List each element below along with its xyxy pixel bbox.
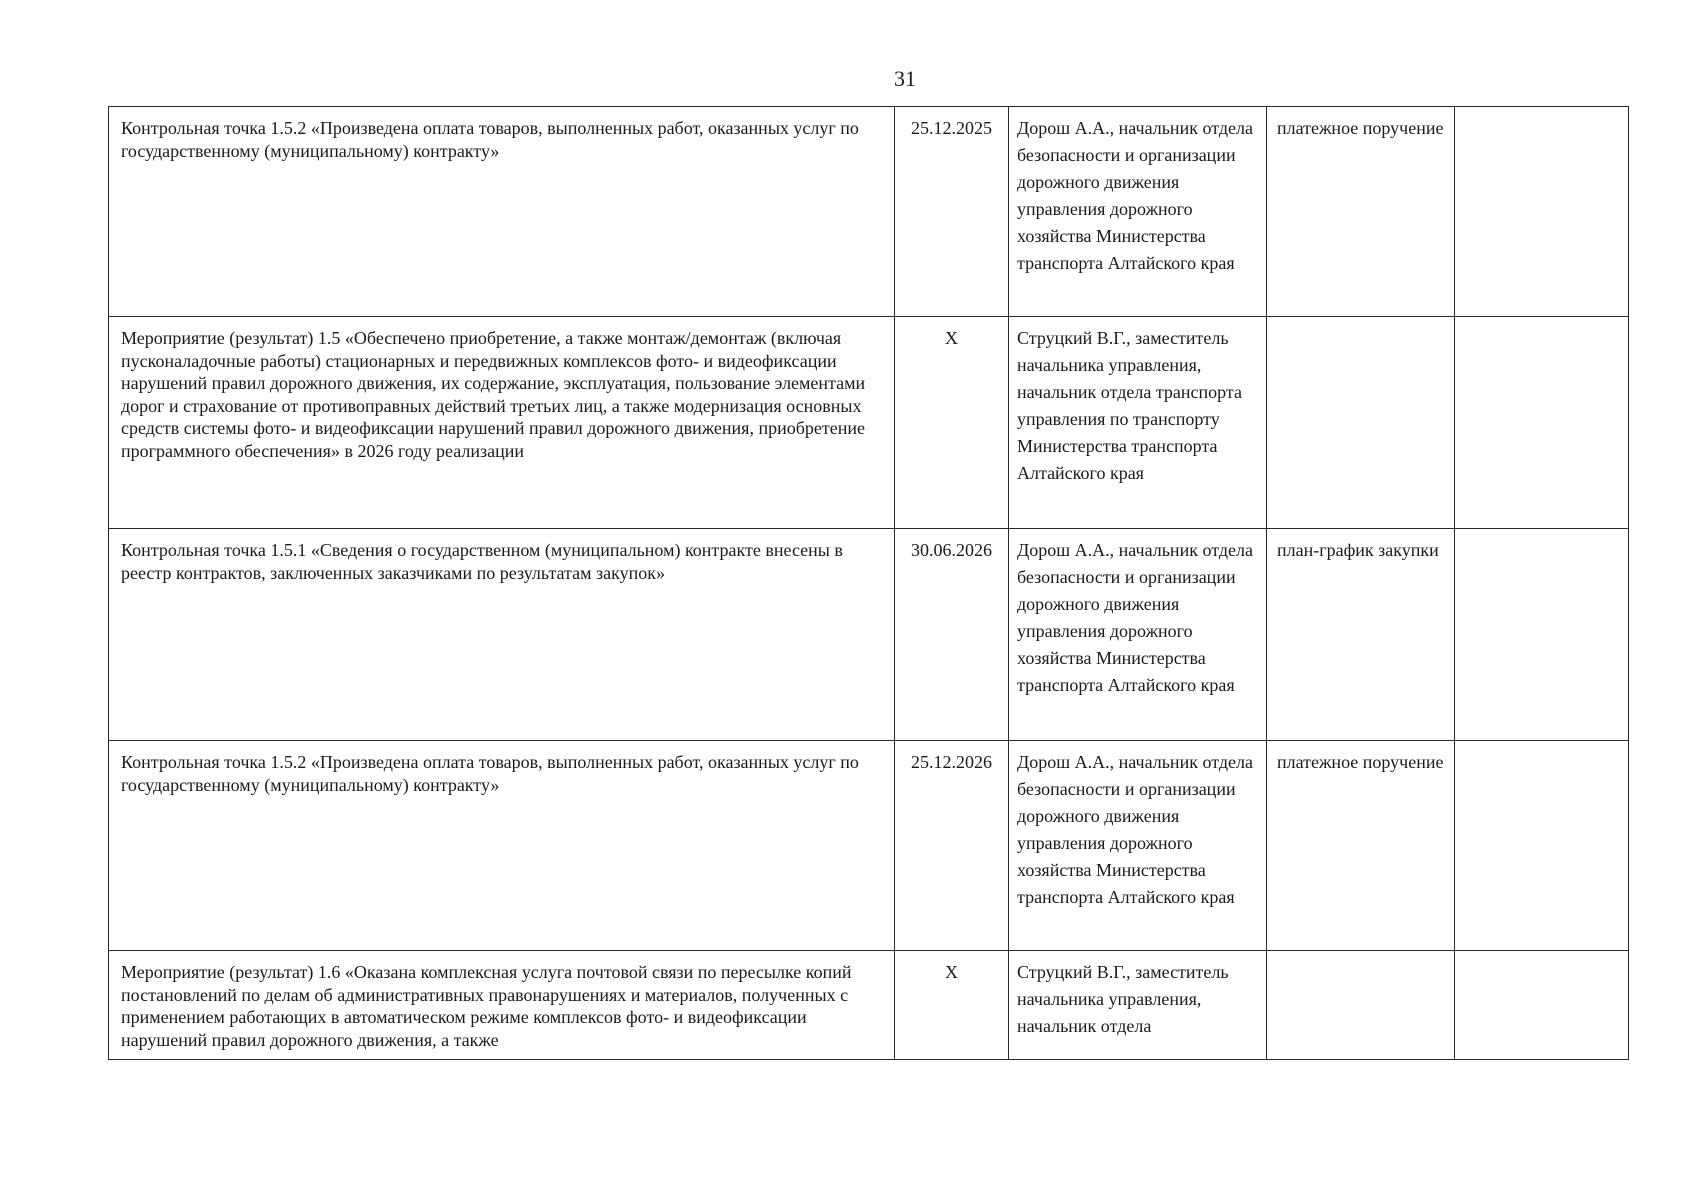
row-document-cell [1267, 317, 1455, 529]
row-name-cell: Мероприятие (результат) 1.6 «Оказана комплексная услуга почтовой связи по пересылке копий постановлений по делам об административных правонарушениях и материалов, полученных с применением работающих в автоматическом режиме комплексов фото- и видеофиксации нарушений правил дорожного движения, а также [109, 951, 895, 1060]
table-row [109, 317, 1629, 529]
table-row [109, 951, 1629, 1060]
table-row [109, 529, 1629, 741]
row-extra-cell [1455, 317, 1629, 529]
row-date-cell: 30.06.2026 [895, 529, 1009, 741]
table-row [109, 741, 1629, 951]
row-date-cell: 25.12.2025 [895, 107, 1009, 317]
row-document-cell [1267, 951, 1455, 1060]
row-responsible-cell: Дорош А.А., начальник отдела безопасности и организации дорожного движения управления дорожного хозяйства Министерства транспорта Алтайского края [1009, 741, 1267, 951]
row-document-cell: план-график закупки [1267, 529, 1455, 741]
row-document-cell: платежное поручение [1267, 107, 1455, 317]
row-responsible-cell: Дорош А.А., начальник отдела безопасности и организации дорожного движения управления дорожного хозяйства Министерства транспорта Алтайского края [1009, 529, 1267, 741]
row-document-cell: платежное поручение [1267, 741, 1455, 951]
row-date-cell: X [895, 317, 1009, 529]
row-responsible-cell: Дорош А.А., начальник отдела безопасности и организации дорожного движения управления дорожного хозяйства Министерства транспорта Алтайского края [1009, 107, 1267, 317]
row-date-cell: X [895, 951, 1009, 1060]
row-extra-cell [1455, 951, 1629, 1060]
row-name-cell: Мероприятие (результат) 1.5 «Обеспечено приобретение, а также монтаж/демонтаж (включая пусконаладочные работы) стационарных и передвижных комплексов фото- и видеофиксации нарушений правил дорожного движения, их содержание, эксплуатация, пользование элементами дорог и страхование от противоправных действий третьих лиц, а также модернизация основных средств системы фото- и видеофиксации нарушений правил дорожного движения, приобретение программного обеспечения» в 2026 году реализации [109, 317, 895, 529]
table-row [109, 107, 1629, 317]
plan-table [108, 106, 1629, 1060]
row-extra-cell [1455, 529, 1629, 741]
row-extra-cell [1455, 107, 1629, 317]
row-name-cell: Контрольная точка 1.5.2 «Произведена оплата товаров, выполненных работ, оказанных услуг по государственному (муниципальному) контракту» [109, 741, 895, 951]
row-responsible-cell: Струцкий В.Г., заместитель начальника управления, начальник отдела транспорта управления по транспорту Министерства транспорта Алтайского края [1009, 317, 1267, 529]
row-date-cell: 25.12.2026 [895, 741, 1009, 951]
row-responsible-cell: Струцкий В.Г., заместитель начальника управления, начальник отдела [1009, 951, 1267, 1060]
page-number: 31 [894, 66, 916, 91]
row-name-cell: Контрольная точка 1.5.1 «Сведения о государственном (муниципальном) контракте внесены в реестр контрактов, заключенных заказчиками по результатам закупок» [109, 529, 895, 741]
row-name-cell: Контрольная точка 1.5.2 «Произведена оплата товаров, выполненных работ, оказанных услуг по государственному (муниципальному) контракту» [109, 107, 895, 317]
row-extra-cell [1455, 741, 1629, 951]
